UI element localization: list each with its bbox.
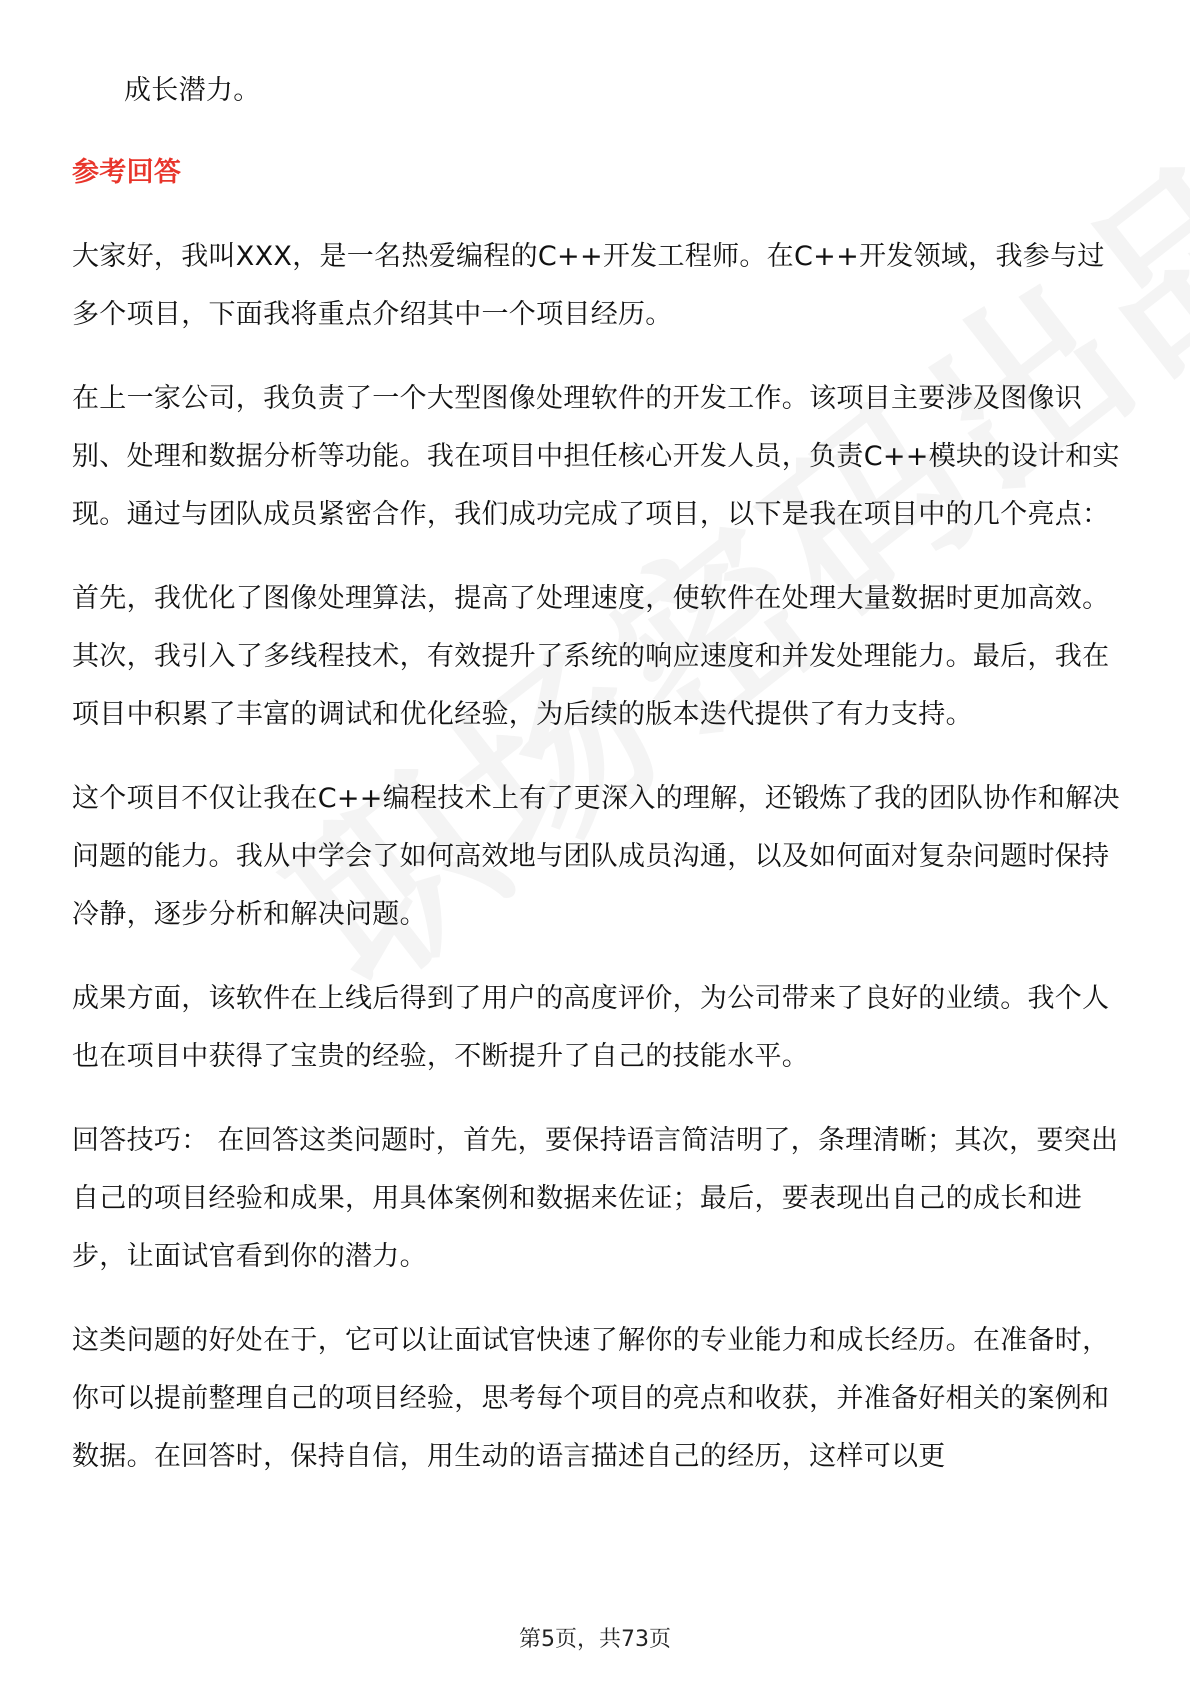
document-body — [72, 62, 1122, 1512]
paragraph-project: 在上一家公司，我负责了一个大型图像处理软件的开发工作。该项目主要涉及图像识别、处理和数据分析等功能。我在项目中担任核心开发人员，负责C++模块的设计和实现。通过与团队成员紧密合作，我们成功完成了项目，以下是我在项目中的几个亮点： — [72, 383, 1120, 530]
paragraph-benefits: 这类问题的好处在于，它可以让面试官快速了解你的专业能力和成长经历。在准备时，你可以提前整理自己的项目经验，思考每个项目的亮点和收获，并准备好相关的案例和数据。在回答时，保持自信，用生动的语言描述自己的经历，这样可以更 — [72, 1325, 1110, 1472]
paragraph-tips: 回答技巧： 在回答这类问题时，首先，要保持语言简洁明了，条理清晰；其次，要突出自己的项目经验和成果，用具体案例和数据来佐证；最后，要表现出自己的成长和进步，让面试官看到你的潜力。 — [72, 1125, 1119, 1272]
paragraph-growth: 这个项目不仅让我在C++编程技术上有了更深入的理解，还锻炼了我的团队协作和解决问题的能力。我从中学会了如何高效地与团队成员沟通，以及如何面对复杂问题时保持冷静，逐步分析和解决问题。 — [72, 783, 1120, 930]
paragraph-highlights: 首先，我优化了图像处理算法，提高了处理速度，使软件在处理大量数据时更加高效。其次，我引入了多线程技术，有效提升了系统的响应速度和并发处理能力。最后，我在项目中积累了丰富的调试和优化经验，为后续的版本迭代提供了有力支持。 — [72, 583, 1110, 730]
paragraph-intro: 大家好，我叫XXX，是一名热爱编程的C++开发工程师。在C++开发领域，我参与过多个项目，下面我将重点介绍其中一个项目经历。 — [72, 241, 1105, 330]
continuation-text: 成长潜力。 — [124, 75, 261, 106]
paragraph-results: 成果方面，该软件在上线后得到了用户的高度评价，为公司带来了良好的业绩。我个人也在项目中获得了宝贵的经验，不断提升了自己的技能水平。 — [72, 983, 1110, 1072]
page-footer: 第5页，共73页 — [519, 1627, 671, 1652]
section-heading: 参考回答 — [72, 157, 182, 188]
